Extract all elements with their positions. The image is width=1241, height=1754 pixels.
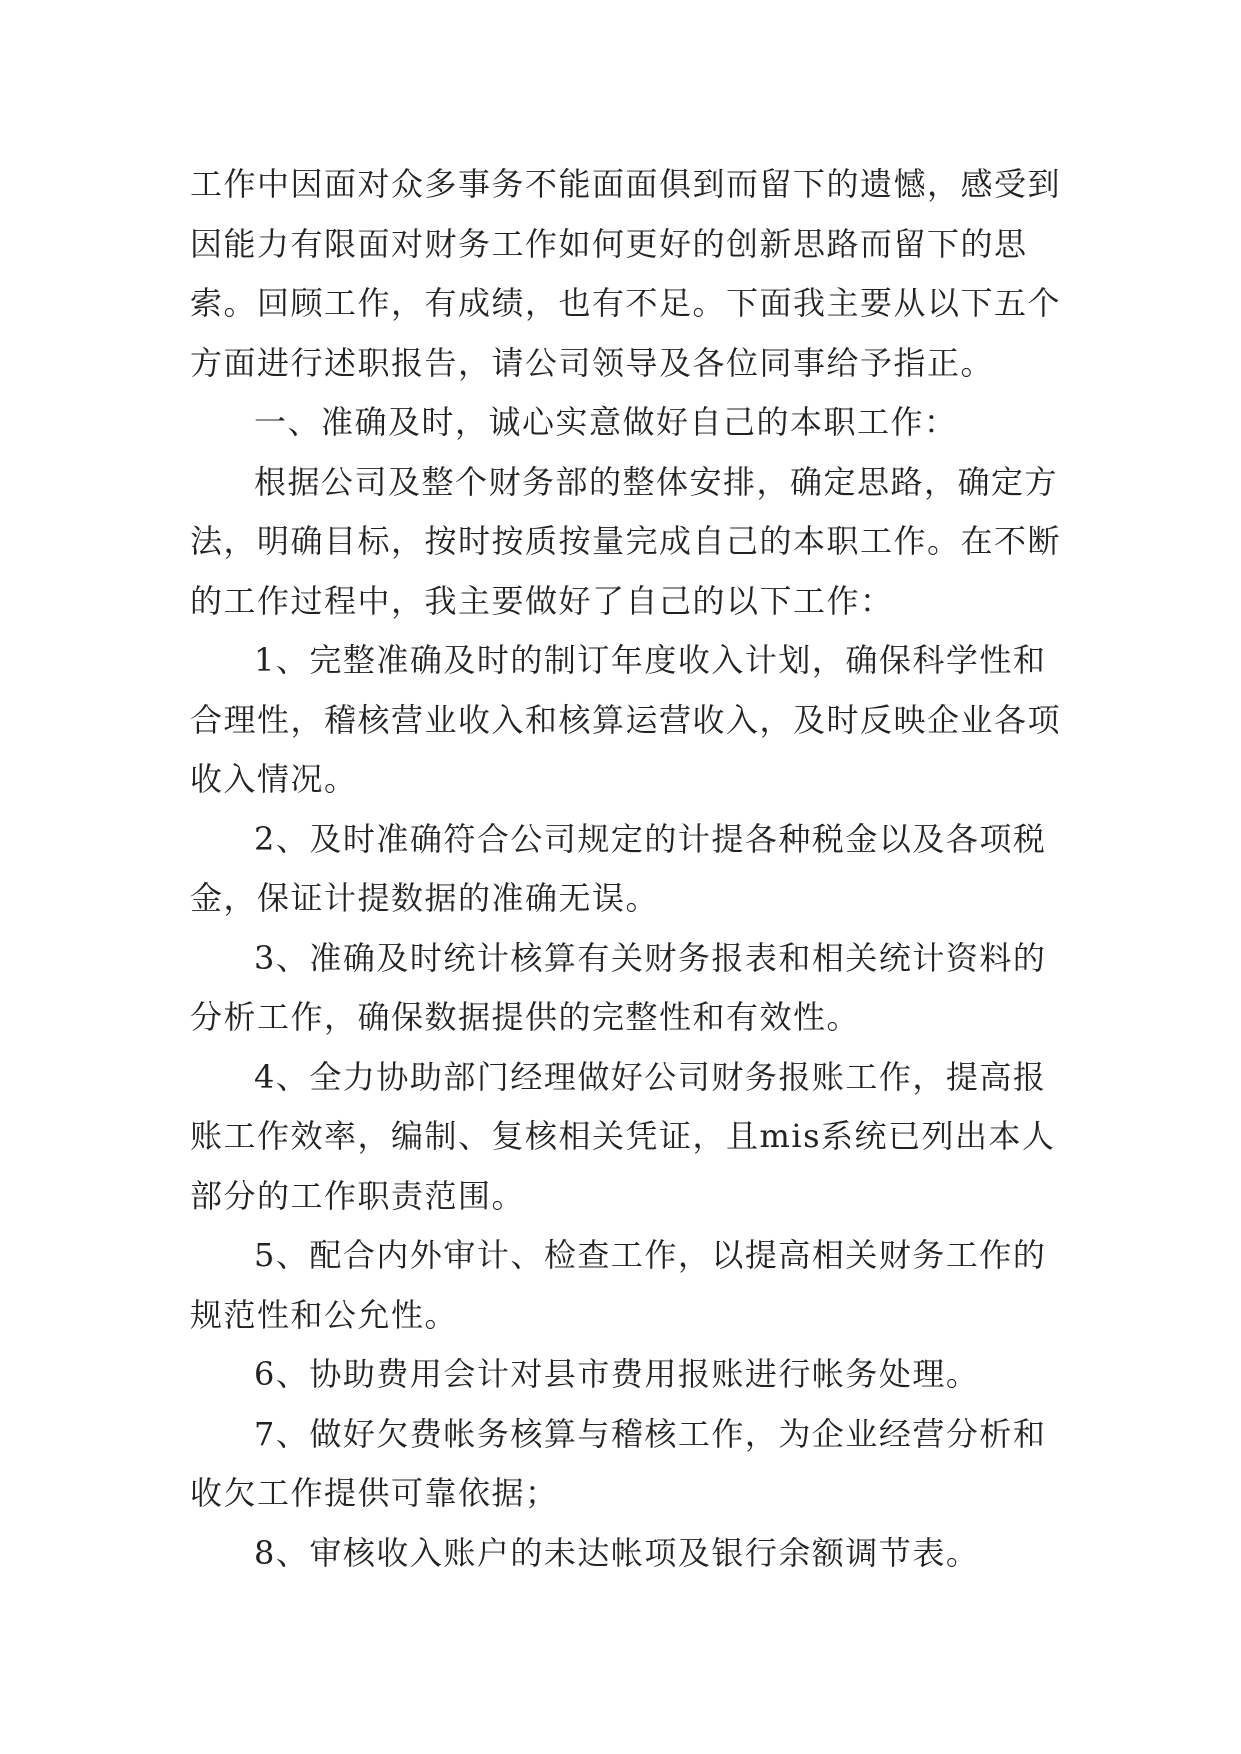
text-line: 金，保证计提数据的准确无误。 [190, 879, 660, 917]
list-item-2: 2、及时准确符合公司规定的计提各种税金以及各项税 [254, 819, 1047, 858]
text-line: 工作中因面对众多事务不能面面俱到而留下的遗憾，感受到 [190, 165, 1062, 203]
list-item-4: 4、全力协助部门经理做好公司财务报账工作，提高报 [254, 1057, 1047, 1096]
text-line: 法，明确目标，按时按质按量完成自己的本职工作。在不断 [190, 522, 1062, 560]
text-line: 的工作过程中，我主要做好了自己的以下工作： [190, 581, 894, 620]
text-line: 部分的工作职责范围。 [190, 1176, 526, 1215]
list-item-5: 5、配合内外审计、检查工作，以提高相关财务工作的 [254, 1236, 1047, 1274]
list-item-8: 8、审核收入账户的未达帐项及银行余额调节表。 [254, 1533, 980, 1572]
list-item-3: 3、准确及时统计核算有关财务报表和相关统计资料的 [254, 938, 1047, 977]
text-line: 合理性，稽核营业收入和核算运营收入，及时反映企业各项 [190, 700, 1062, 739]
list-item-7: 7、做好欠费帐务核算与稽核工作，为企业经营分析和 [254, 1414, 1047, 1453]
text-line: 根据公司及整个财务部的整体安排，确定思路，确定方 [254, 462, 1059, 501]
text-line: 索。回顾工作，有成绩，也有不足。下面我主要从以下五个 [190, 284, 1062, 322]
text-line: 规范性和公允性。 [190, 1295, 459, 1334]
text-line: 收欠工作提供可靠依据； [190, 1474, 559, 1512]
text-line: 因能力有限面对财务工作如何更好的创新思路而留下的思 [190, 224, 1028, 263]
list-item-1: 1、完整准确及时的制订年度收入计划，确保科学性和 [254, 641, 1047, 679]
document-body [190, 155, 1060, 1583]
section-heading: 一、准确及时，诚心实意做好自己的本职工作： [254, 403, 958, 441]
text-line: 收入情况。 [190, 760, 358, 798]
list-item-6: 6、协助费用会计对县市费用报账进行帐务处理。 [254, 1355, 980, 1393]
text-line: 分析工作，确保数据提供的完整性和有效性。 [190, 998, 861, 1036]
text-line: 账工作效率，编制、复核相关凭证，且mis系统已列出本人 [190, 1117, 1056, 1155]
text-line: 方面进行述职报告，请公司领导及各位同事给予指正。 [190, 343, 995, 382]
